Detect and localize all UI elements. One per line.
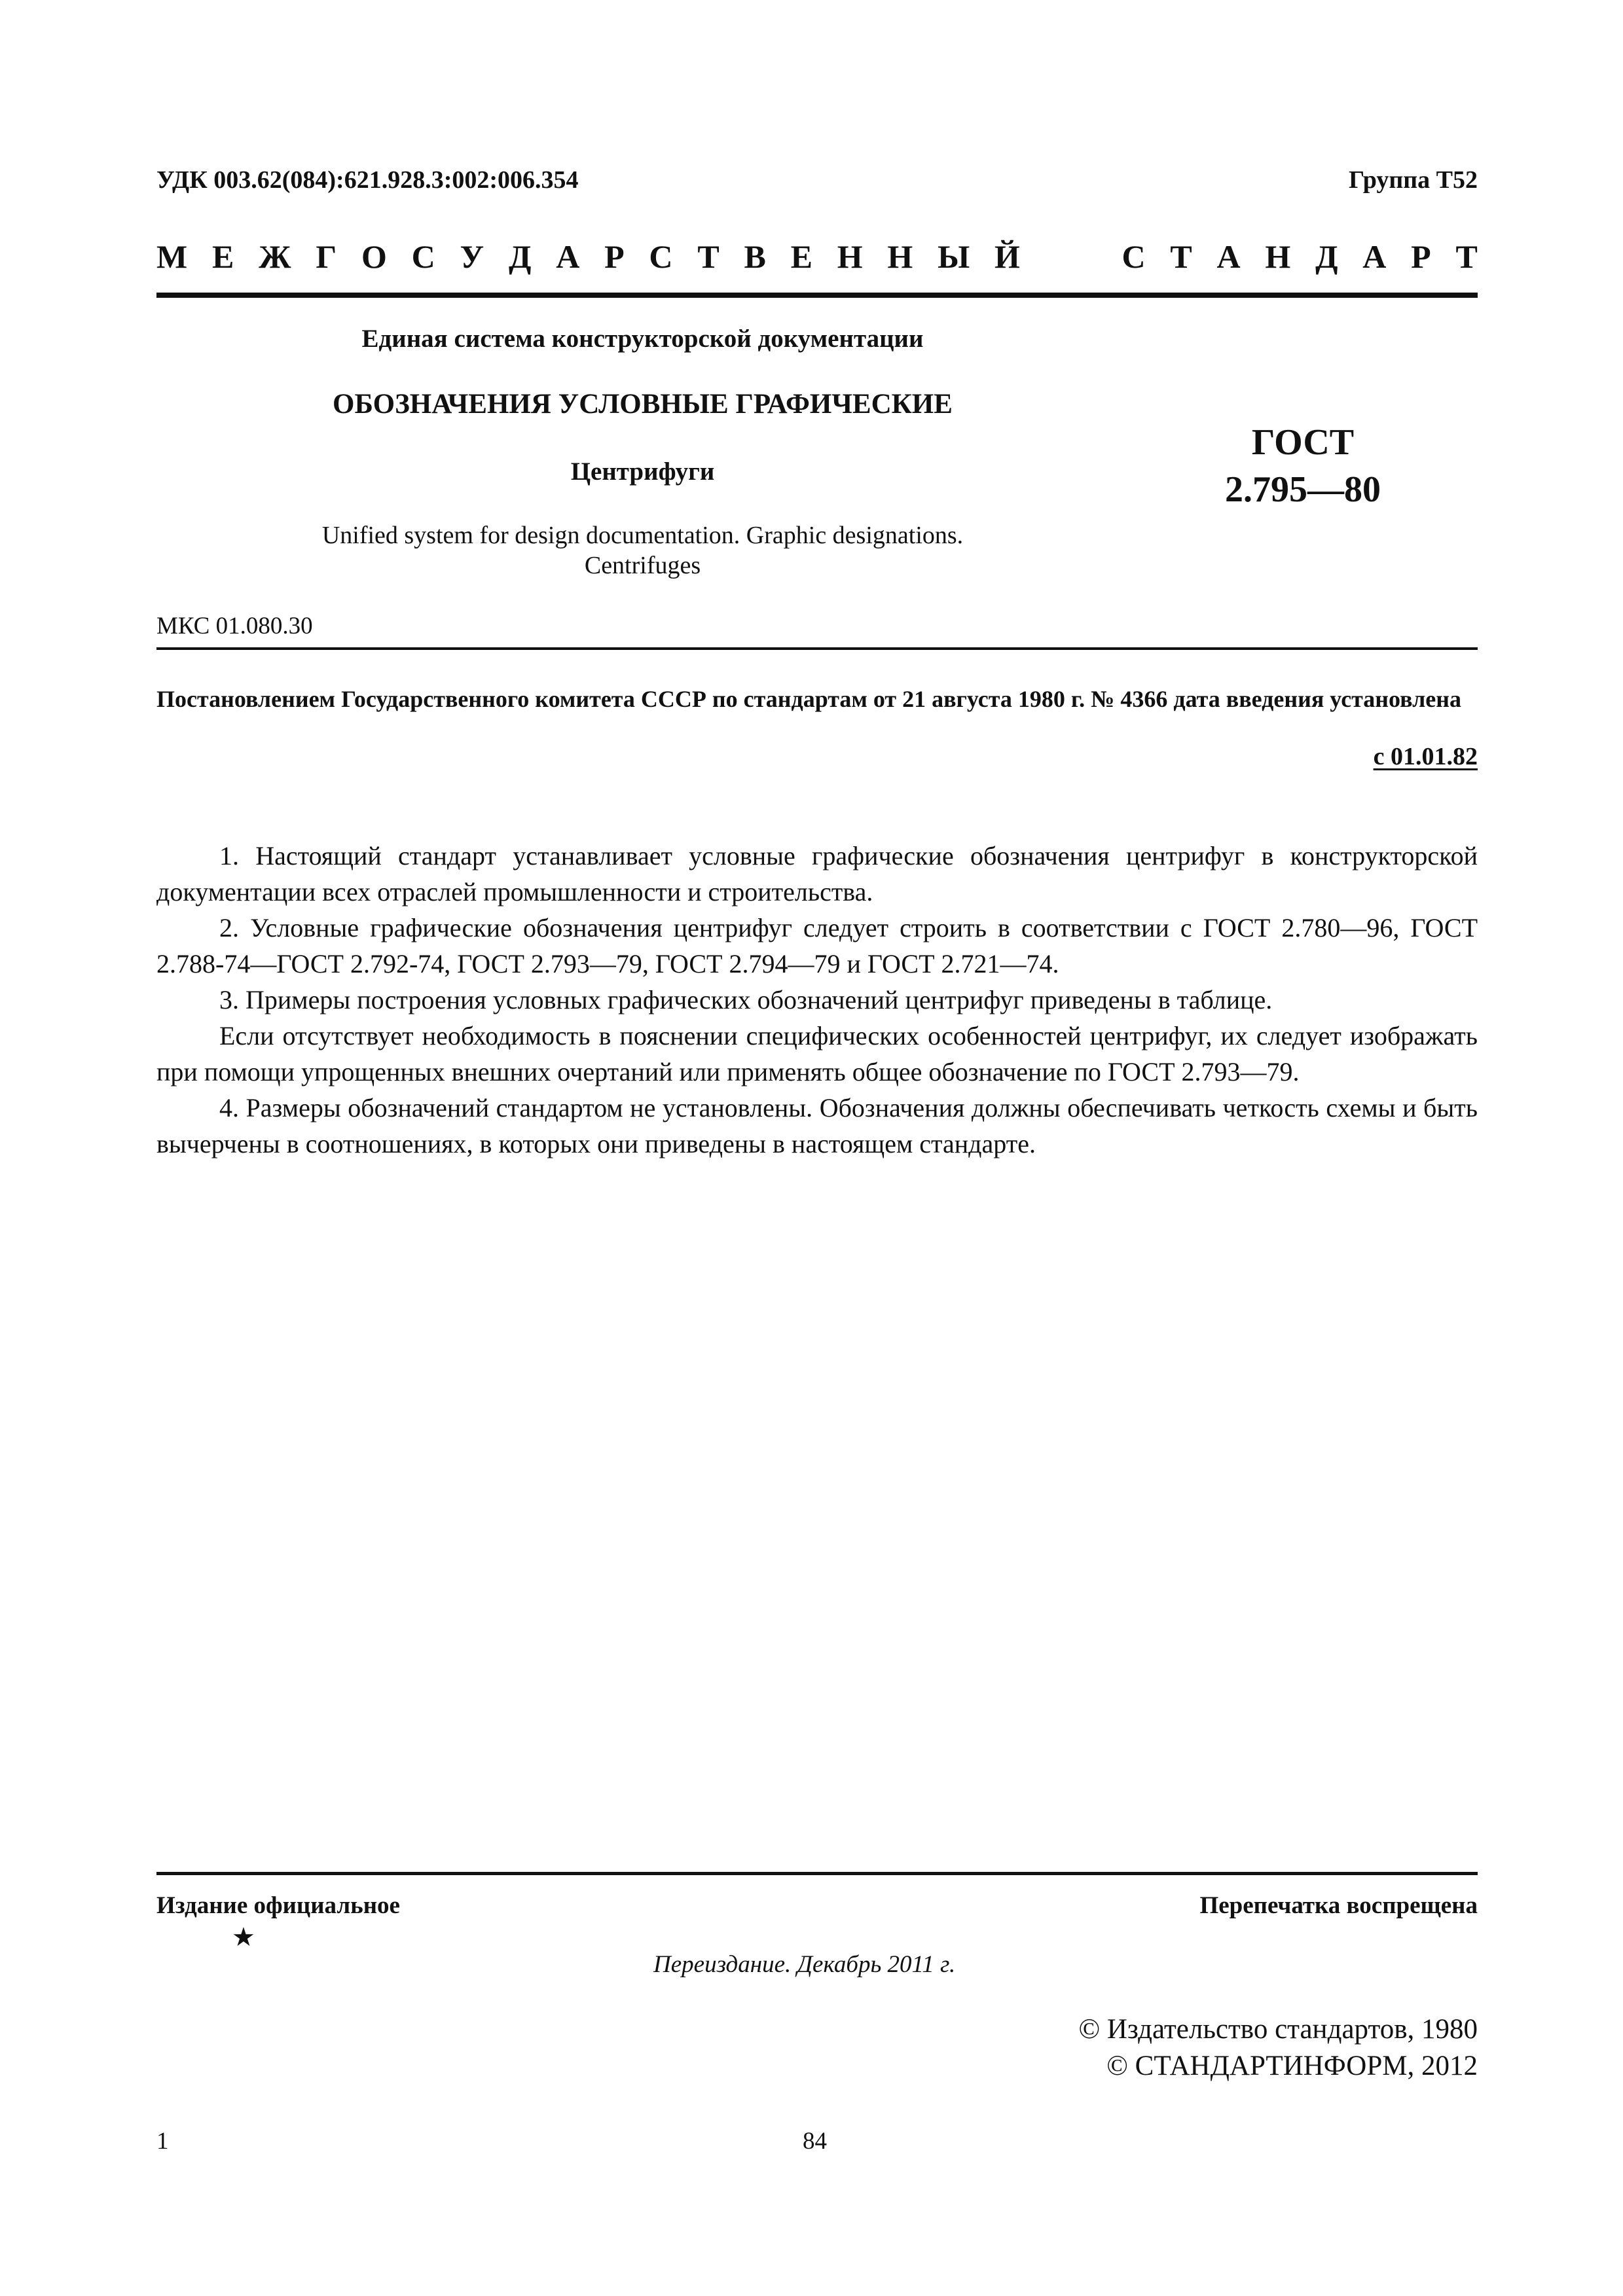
decree-text: Постановлением Государственного комитета СССР по стандартам от 21 августа 1980 г. № 4366 дата введения установлена (156, 686, 1462, 712)
gost-designation (1172, 419, 1434, 513)
paragraph: Если отсутствует необходимость в пояснении специфических особенностей центрифуг, их следует изображать при помощи упрощенных внешних очертаний или применять общее обозначение по ГОСТ 2.793—79. (156, 1021, 1478, 1086)
page-marker: 1 (156, 2128, 169, 2155)
copyright-line: © Издательство стандартов, 1980 (1078, 2014, 1478, 2045)
heading-letter: А (556, 238, 580, 275)
heading-letter: Р (604, 238, 625, 275)
introduction-date: с 01.01.82 (1373, 743, 1478, 770)
standard-body (156, 838, 1478, 1162)
system-title: Единая система конструкторской документации (361, 325, 924, 353)
official-edition-label: Издание официальное (156, 1892, 400, 1919)
heading-letter: С (411, 238, 435, 275)
heading-letter: У (460, 238, 484, 275)
heading-letter: А (1216, 238, 1241, 275)
heading-letter: Н (837, 238, 863, 275)
english-title-line-2: Centrifuges (584, 552, 701, 579)
gost-label: ГОСТ (1251, 422, 1355, 463)
star-icon: ★ (232, 1922, 255, 1952)
heading-letter: В (744, 238, 766, 275)
heading-letter: Е (211, 238, 234, 275)
footer-rule (156, 1872, 1478, 1875)
udk-code: УДК 003.62(084):621.928.3:002:006.354 (156, 166, 579, 194)
heading-letter: Д (1315, 238, 1338, 275)
paragraph: 4. Размеры обозначений стандартом не установлены. Обозначения должны обеспечивать четкость схемы и быть вычерчены в соотношениях, в которых они приведены в настоящем стандарте. (156, 1093, 1478, 1158)
copyright-block (1078, 2011, 1478, 2085)
english-title (156, 520, 1129, 581)
heading-letter: Е (790, 238, 812, 275)
heading-letter: Д (509, 238, 532, 275)
heading-letter: Н (1265, 238, 1291, 275)
mks-rule (156, 647, 1478, 650)
reissue-note: Переиздание. Декабрь 2011 г. (653, 1951, 956, 1978)
designations-title: ОБОЗНАЧЕНИЯ УСЛОВНЫЕ ГРАФИЧЕСКИЕ (333, 389, 953, 420)
paragraph: 1. Настоящий стандарт устанавливает условные графические обозначения центрифуг в конструкторской документации всех отраслей промышленности и строительства. (156, 841, 1478, 906)
paragraph: 2. Условные графические обозначения центрифуг следует строить в соответствии с ГОСТ 2.780—96, ГОСТ 2.788-74—ГОСТ 2.792-74, ГОСТ 2.793—79, ГОСТ 2.794—79 и ГОСТ 2.721—74. (156, 913, 1478, 978)
header-rule (156, 293, 1478, 298)
heading-letter: Т (697, 238, 720, 275)
heading-letter: Р (1411, 238, 1431, 275)
heading-letter: М (156, 238, 188, 275)
heading-letter: Г (316, 238, 337, 275)
heading-letter: С (649, 238, 673, 275)
mks-code: МКС 01.080.30 (156, 613, 313, 639)
heading-letter: Т (1455, 238, 1478, 275)
gost-number: 2.795—80 (1225, 469, 1381, 510)
heading-letter: Ж (259, 238, 291, 275)
english-title-line-1: Unified system for design documentation. Graphic designations. (321, 522, 964, 549)
heading-letter: Н (887, 238, 913, 275)
heading-letter: Т (1170, 238, 1192, 275)
heading-word-gap (1045, 238, 1097, 277)
heading-letter: О (361, 238, 387, 275)
reprint-prohibited-label: Перепечатка воспрещена (1199, 1892, 1478, 1919)
heading-letter: Ы (938, 238, 970, 275)
interstate-standard-heading (156, 238, 1478, 277)
copyright-line: © СТАНДАРТИНФОРМ, 2012 (1106, 2051, 1478, 2081)
subject-title: Центрифуги (570, 457, 715, 486)
heading-letter: А (1362, 238, 1387, 275)
heading-letter: Й (994, 238, 1020, 275)
paragraph: 3. Примеры построения условных графических обозначений центрифуг приведены в таблице. (219, 985, 1273, 1014)
page-number: 84 (803, 2128, 827, 2155)
heading-letter: С (1122, 238, 1146, 275)
group-code: Группа Т52 (1348, 166, 1478, 194)
